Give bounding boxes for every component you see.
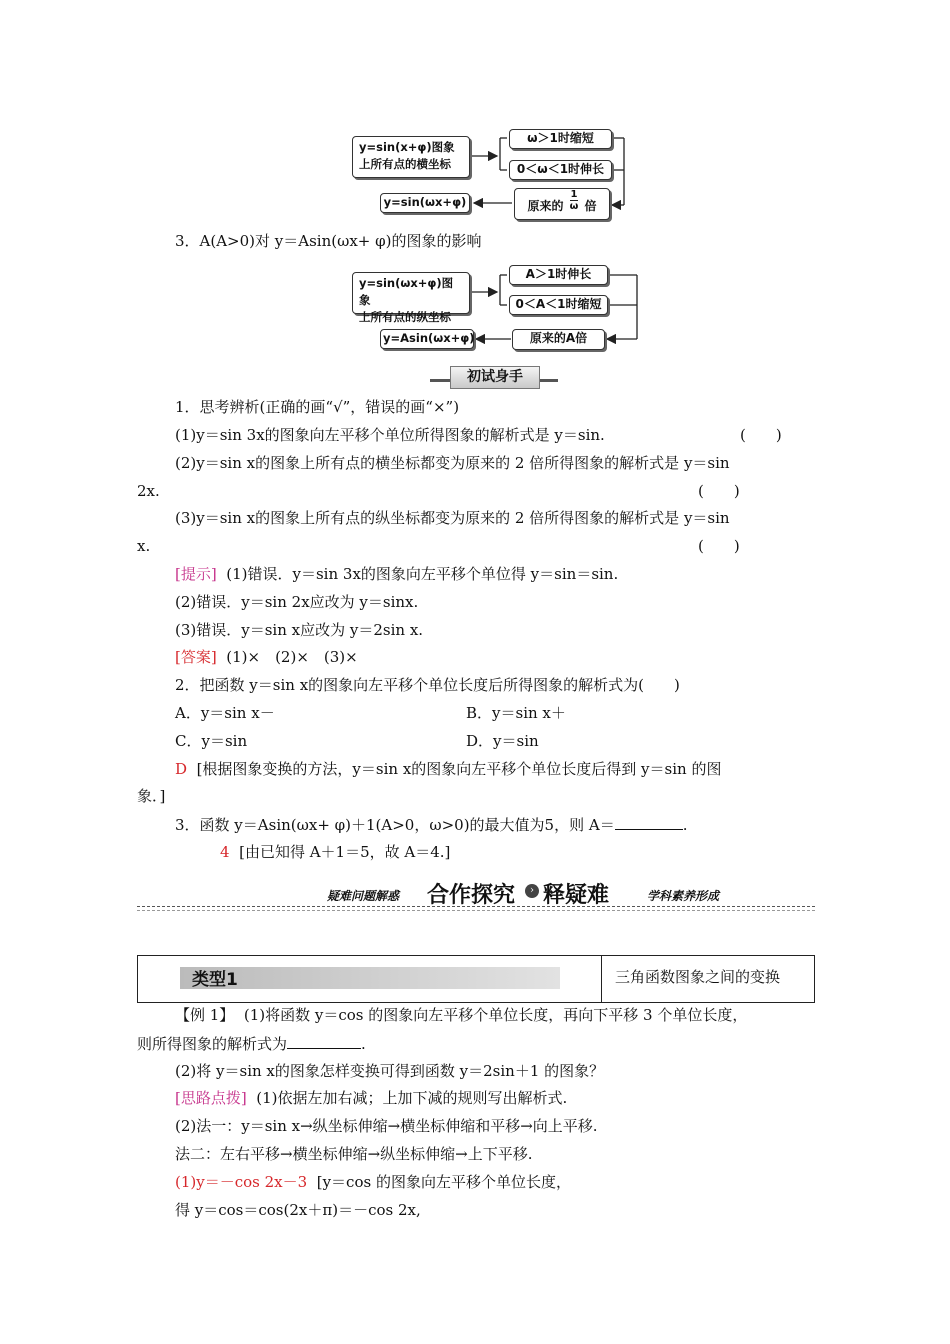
q3-answer-text: [由已知得 A＋1＝5，故 A＝4.] — [239, 843, 451, 861]
hint-tag: [提示] — [175, 565, 217, 583]
q1-statement-1: (1)y＝sin 3x的图象向左平移个单位所得图象的解析式是 y＝sin. — [175, 426, 605, 444]
diagram2-branch-shrink: 0＜A＜1时缩短 — [509, 295, 608, 315]
banner-label: 初试身手 — [450, 366, 540, 389]
example1-hint-line-1 — [175, 1088, 567, 1108]
example1-l2-end: . — [361, 1035, 366, 1053]
diagram2-branch-stretch: A＞1时伸长 — [509, 265, 608, 285]
hint-1: (1)错误．y＝sin 3x的图象向左平移个单位得 y＝sin＝sin. — [226, 565, 619, 583]
section-banner-trial — [430, 366, 558, 388]
banner2-dashed-rule-2 — [137, 910, 815, 911]
item3-heading: 3．A(A>0)对 y＝Asin(ωx+ φ)的图象的影响 — [175, 232, 482, 250]
q1-paren-1: ( ) — [740, 426, 782, 444]
example1-hint-2: (2)法一：y＝sin x→纵坐标伸缩→横坐标伸缩和平移→向上平移. — [175, 1117, 598, 1135]
type-box-divider — [601, 956, 602, 1002]
diagram1-target-box: y=sin(ωx+φ) — [380, 193, 470, 213]
diagram2-target-box: y=Asin(ωx+φ) — [380, 329, 474, 349]
q2-option-a: A．y＝sin x－ — [175, 704, 275, 722]
q2-option-b: B．y＝sin x＋ — [466, 704, 566, 722]
q3-blank — [615, 814, 683, 830]
example1-solution-2: 得 y＝cos＝cos(2x＋π)＝－cos 2x, — [175, 1201, 421, 1219]
answer-tag: [答案] — [175, 648, 217, 666]
example1-solution-1: [y＝cos 的图象向左平移个单位长度， — [316, 1173, 571, 1191]
banner2-main-2: 释疑难 — [543, 883, 610, 908]
q2-answer-line — [175, 759, 721, 779]
q1-paren-3: ( ) — [698, 537, 740, 555]
q2-answer-text: [根据图象变换的方法，y＝sin x的图象向左平移个单位长度后得到 y＝sin 的图 — [196, 760, 722, 778]
example1-line-1 — [175, 1005, 747, 1025]
q2-answer-text-2: 象．] — [137, 787, 166, 805]
diagram1-source-box: y=sin(x+φ)图象 上所有点的横坐标 — [352, 136, 470, 178]
q3-stem-line — [175, 814, 687, 835]
diagram2-result-box: 原来的A倍 — [512, 329, 605, 350]
answer-text: (1)× (2)× (3)× — [226, 648, 358, 666]
q3-answer-num: 4 — [220, 843, 230, 861]
example1-l1: (1)将函数 y＝cos 的图象向左平移个单位长度，再向下平移 3 个单位长度， — [243, 1006, 748, 1024]
chevron-right-icon: › — [525, 884, 539, 898]
q1-hint-2: (2)错误．y＝sin 2x应改为 y＝sinx. — [175, 593, 419, 611]
diagram1-branch-shrink: ω＞1时缩短 — [509, 129, 612, 149]
example1-tag: 【例 1】 — [175, 1006, 235, 1024]
example1-line-3: (2)将 y＝sin x的图象怎样变换可得到函数 y＝2sin＋1 的图象？ — [175, 1062, 605, 1080]
q3-end: . — [682, 816, 688, 834]
example1-hint-3: 法二：左右平移→横坐标伸缩→纵坐标伸缩→上下平移. — [175, 1145, 533, 1163]
diagram2-source-box: y=sin(ωx+φ)图象 上所有点的纵坐标 — [352, 272, 470, 314]
section-banner-explore — [137, 876, 815, 912]
type-label: 类型1 — [192, 970, 238, 990]
type-title: 三角函数图象之间的变换 — [615, 968, 781, 986]
q3-answer-line — [220, 842, 450, 862]
q2-option-c: C．y＝sin — [175, 732, 248, 750]
example1-solution-answer: (1)y＝－cos 2x－3 — [175, 1173, 308, 1191]
banner2-main-1: 合作探究 — [427, 883, 516, 908]
q1-statement-2a: (2)y＝sin x的图象上所有点的横坐标都变为原来的 2 倍所得图象的解析式是 y＝sin — [175, 454, 730, 472]
example1-l2: 则所得图象的解析式为 — [137, 1035, 288, 1053]
q3-stem: 3．函数 y＝Asin(ωx+ φ)＋1(A>0，ω>0)的最大值为5，则 A＝ — [175, 816, 615, 834]
q1-statement-3a: (3)y＝sin x的图象上所有点的纵坐标都变为原来的 2 倍所得图象的解析式是 y＝sin — [175, 509, 730, 527]
diagram2-arrows — [0, 0, 950, 360]
example1-hint-1: (1)依据左加右减；上加下减的规则写出解析式. — [256, 1089, 568, 1107]
q1-statement-2b: 2x. — [137, 482, 160, 500]
q1-statement-3b: x. — [137, 537, 151, 555]
q1-intro: 1．思考辨析(正确的画“√”，错误的画“×”) — [175, 398, 460, 416]
q2-stem: 2．把函数 y＝sin x的图象向左平移个单位长度后所得图象的解析式为( ) — [175, 676, 680, 694]
example1-hint-tag: [思路点拨] — [175, 1089, 247, 1107]
diagram1-fraction-denominator: ω — [569, 201, 579, 212]
diagram1-fraction-numerator: 1 — [570, 189, 578, 200]
q1-paren-2: ( ) — [698, 482, 740, 500]
banner2-left: 疑难问题解惑 — [327, 889, 400, 903]
example1-blank — [287, 1033, 361, 1049]
q1-hint-line-1 — [175, 564, 618, 584]
diagram1-branch-stretch: 0＜ω＜1时伸长 — [509, 160, 612, 180]
diagram1-result-suffix: 倍 — [584, 199, 597, 213]
example1-line-2 — [137, 1033, 366, 1054]
q2-option-d: D．y＝sin — [466, 732, 539, 750]
example1-solution-line-1 — [175, 1172, 571, 1192]
diagram1-result-prefix: 原来的 — [527, 199, 564, 213]
type-box — [137, 955, 815, 1003]
q1-answer-line — [175, 647, 358, 667]
q1-hint-3: (3)错误．y＝sin x应改为 y＝2sin x. — [175, 621, 424, 639]
q2-answer-letter: D — [175, 760, 188, 778]
banner2-dashed-rule — [137, 906, 815, 907]
banner2-right: 学科素养形成 — [647, 889, 720, 903]
